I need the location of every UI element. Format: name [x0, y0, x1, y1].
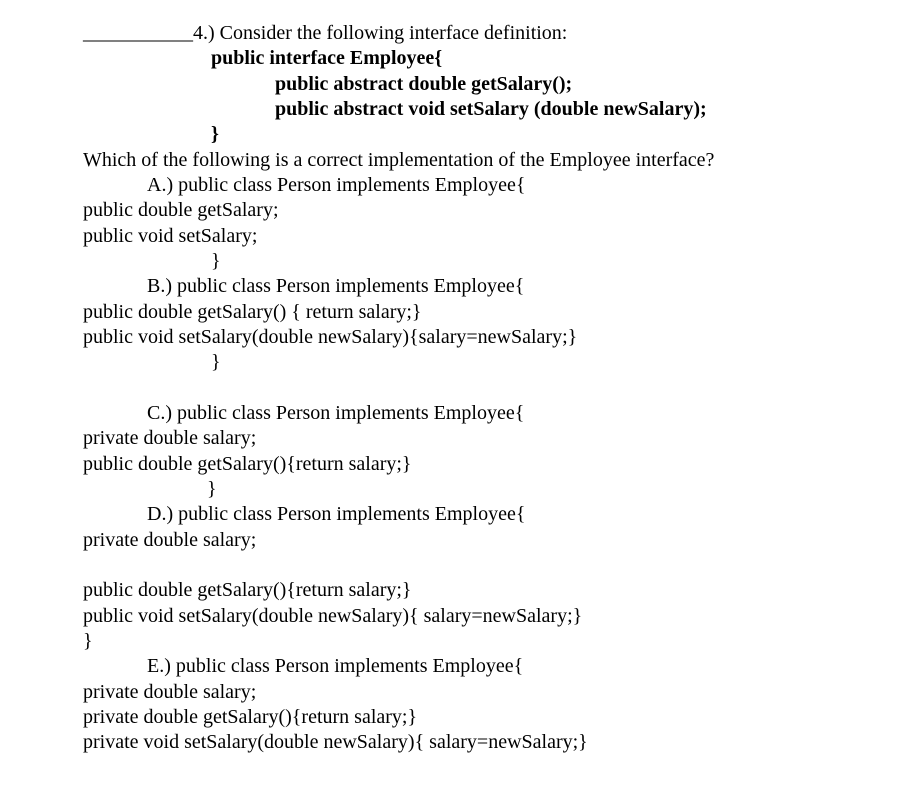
option-a-label: A.) — [147, 174, 174, 196]
option-a-line-2: public void setSalary; — [83, 225, 258, 247]
option-e-line-1: private double salary; — [83, 681, 257, 703]
option-b-label: B.) — [147, 275, 172, 297]
option-d-line-1: private double salary; — [83, 529, 257, 551]
option-c-line-2: public double getSalary(){return salary;} — [83, 453, 412, 475]
option-a-line-1: public double getSalary; — [83, 199, 279, 221]
option-d-closing-brace: } — [83, 630, 93, 652]
option-a-closing-brace: } — [211, 250, 221, 272]
option-a-header: public class Person implements Employee{ — [178, 174, 526, 196]
option-e-header-line — [147, 654, 523, 679]
option-b-line-2: public void setSalary(double newSalary){salary=newSalary;} — [83, 326, 578, 348]
interface-closing-brace: } — [211, 123, 219, 145]
option-d-header: public class Person implements Employee{ — [178, 503, 526, 525]
interface-method-set-salary: public abstract void setSalary (double newSalary); — [275, 98, 707, 120]
option-e-header: public class Person implements Employee{ — [175, 655, 524, 677]
option-d-label: D.) — [147, 503, 174, 525]
option-c-header-line — [147, 401, 524, 426]
option-c-header: public class Person implements Employee{ — [177, 402, 525, 424]
option-a-header-line — [147, 173, 525, 198]
answer-blank: ___________ — [83, 22, 193, 44]
option-e-line-2: private double getSalary(){return salary;} — [83, 706, 418, 728]
question-prompt: Consider the following interface definition: — [219, 22, 568, 44]
option-d-line-4: public void setSalary(double newSalary){ salary=newSalary;} — [83, 605, 583, 627]
option-e-label: E.) — [147, 655, 171, 677]
interface-header: public interface Employee{ — [211, 47, 443, 69]
question-header-line — [83, 21, 567, 46]
option-c-line-1: private double salary; — [83, 427, 257, 449]
option-d-header-line — [147, 502, 525, 527]
option-b-header: public class Person implements Employee{ — [177, 275, 525, 297]
option-b-closing-brace: } — [211, 351, 221, 373]
interface-method-get-salary: public abstract double getSalary(); — [275, 73, 573, 95]
question-number: 4.) — [193, 22, 215, 44]
option-b-line-1: public double getSalary() { return salary;} — [83, 301, 422, 323]
option-d-line-3: public double getSalary(){return salary;} — [83, 579, 412, 601]
option-e-line-3: private void setSalary(double newSalary){ salary=newSalary;} — [83, 731, 588, 753]
question-ask: Which of the following is a correct implementation of the Employee interface? — [83, 149, 715, 171]
option-c-label: C.) — [147, 402, 172, 424]
option-c-closing-brace: } — [207, 478, 217, 500]
option-b-header-line — [147, 274, 524, 299]
